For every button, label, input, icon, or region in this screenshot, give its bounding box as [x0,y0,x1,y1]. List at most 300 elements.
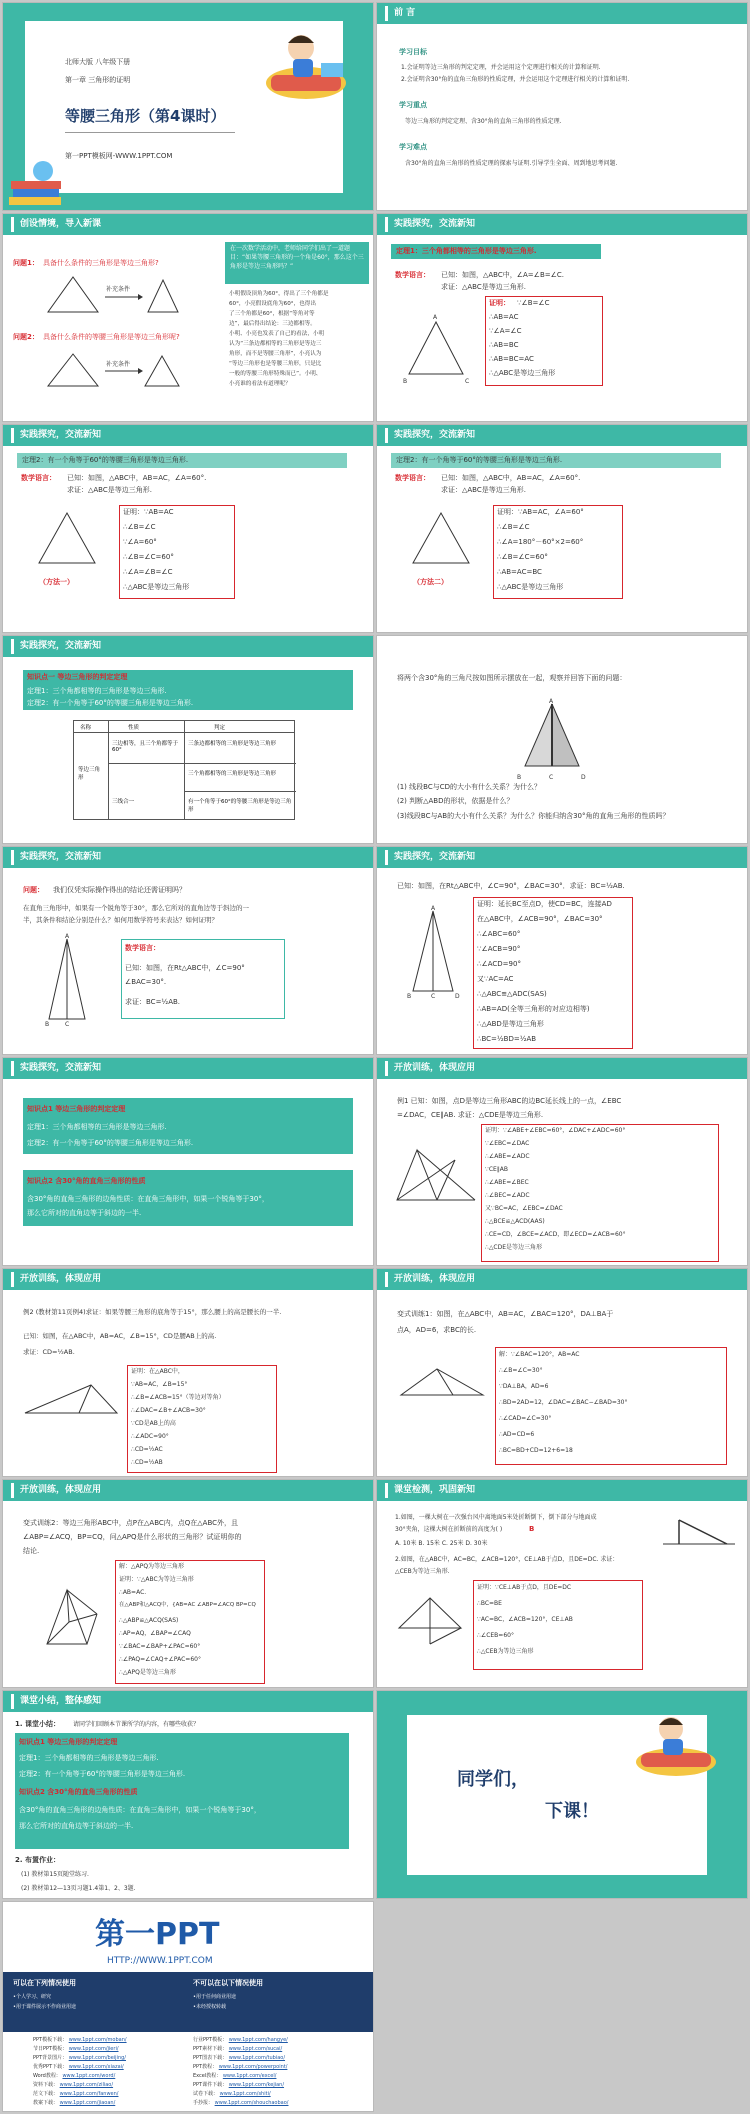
right-triangle-figure [39,931,109,1031]
proof-line: ∴∠B=∠C=60° [123,553,174,561]
variant-line-1: 变式训练2：等边三角形ABC中，点P在△ABC内，点Q在△ABC外，且 [23,1519,239,1527]
ad-link-url[interactable]: www.1ppt.com/jiaoan/ [59,2100,116,2106]
variant-figure [397,1355,487,1405]
proof-line: ∴∠ABC=60° [477,930,521,938]
header-title: 课堂小结，整体感知 [11,1694,107,1709]
story-line: 认为“三条边都相等的三角形是等边三 [229,341,322,347]
proof-line: ∴BC=BD+CD=12+6=18 [499,1447,573,1454]
slide-header [377,1269,747,1290]
variant-line-2: ∠ABP=∠ACQ，BP=CQ，问△APQ是什么形状的三角形？试证明你的 [23,1533,242,1541]
proof-line: ∴CD=½AB [131,1459,163,1466]
set-square-figure [517,698,587,776]
example-line-3: 求证：CD=½AB. [23,1348,75,1356]
end-line-1: 同学们， [457,1769,529,1790]
header-title: 开放训练，体现应用 [11,1272,107,1287]
slide-variant-1[interactable] [376,1268,748,1477]
header-title: 实践探究，交流新知 [385,217,481,232]
proof-line: ∵∠ACB=90° [477,945,521,953]
ad-link-label: PPT模板下载： [33,2037,68,2043]
ad-link-url[interactable]: www.1ppt.com/xiazai/ [68,2064,124,2070]
slide-summary[interactable] [2,1690,374,1899]
triangle-figure [33,503,103,573]
proof-line: ∴AB=AC. [119,1589,147,1596]
ad-right-item: •未经授权转载 [193,2004,226,2010]
ad-link-label: Word教程： [33,2073,61,2079]
header-title: 开放训练，体现应用 [11,1483,107,1498]
slide-example-2[interactable] [2,1268,374,1477]
homework-1: (1) 教材第15页随堂练习. [21,1871,89,1878]
ad-link[interactable] [193,2063,287,2071]
proof-line: ∵∠EBC=∠DAC [485,1140,530,1147]
summary-prompt: 请同学们回顾本节课所学的内容，有哪些收获？ [73,1721,200,1728]
vertex-c: C [431,993,436,1000]
ad-link[interactable] [33,2054,126,2062]
ad-link[interactable] [33,2063,124,2071]
ad-link[interactable] [193,2054,285,2062]
slide-header [3,1269,373,1290]
table-cell: 三条边都相等的三角形是等边三角形 [188,741,277,747]
slide-example-1[interactable] [376,1057,748,1266]
para-1: 在直角三角形中，如果有一个锐角等于30°，那么它所对的直角边等于斜边的一 [23,904,250,912]
ad-link-url[interactable]: www.1ppt.com/shouchaobao/ [214,2100,289,2106]
slide-class-test[interactable] [376,1479,748,1688]
proof-line: ∴BC=BE [477,1600,502,1607]
ad-link-url[interactable]: www.1ppt.com/tubiao/ [228,2055,286,2061]
proof-line: ∴△ABC是等边三角形 [497,583,564,591]
variant-figure [43,1584,103,1654]
slide-theorem-2-method-2[interactable] [376,424,748,633]
table-cell: 有一个角等于60°的等腰三角形是等边三角形 [188,799,292,813]
ruler-q1: (1) 线段BC与CD的大小有什么关系？为什么？ [397,783,541,791]
table-cell: 三线合一 [112,799,135,805]
k1-t1: 定理1：三个角都相等的三角形是等边三角形. [27,1123,167,1131]
proof-line: ∵AB=AC，∠B=15° [131,1381,188,1388]
lang-given: 已知：如图，△ABC中，∠A=∠B=∠C. [441,271,564,279]
slide-knowledge-summary[interactable] [2,1057,374,1266]
goal-2: 2.会证明含30°角的直角三角形的性质定理，并会运用这个定理进行相关的计算和证明. [401,76,630,83]
k2-text-2: 那么它所对的直角边等于斜边的一半. [19,1822,134,1830]
k1-t2: 定理2：有一个角等于60°的等腰三角形是等边三角形. [19,1770,186,1778]
ad-right-title: 不可以在以下情况使用 [193,1979,263,1987]
proof-line: ∵∠BAC=∠BAP+∠PAC=60° [119,1643,201,1650]
homework-label: 2. 布置作业： [15,1856,60,1864]
example-figure [21,1373,121,1423]
cover-boy-illustration [251,23,361,113]
slide-header [377,214,747,235]
row-line [108,763,296,764]
proof-line: 证明：∵CE⊥AB于点D，且DE=DC [477,1584,572,1591]
test-q1-options: A. 10米 B. 15米 C. 25米 D. 30米 [395,1540,488,1547]
story-line: 了三个角都是60°，根据“等角对等 [229,311,315,317]
story-line: 小明、小亮也发表了自己的看法，小明 [229,331,325,337]
slide-knowledge-table[interactable] [2,635,374,844]
q1-label: 问题1： [13,259,39,267]
ad-link-label: 优秀PPT下载： [33,2064,68,2070]
slide-header [3,847,373,868]
theorem-band [391,244,601,259]
proof-line: ∵∠B=∠C [517,299,550,307]
ad-link[interactable] [33,2072,115,2080]
lang-given: 已知：如图，在Rt△ABC中，∠C=90° [125,964,245,972]
method-label: （方法二） [413,578,448,586]
proof-line: ∴CE=CD，∠BCE=∠ACD，即∠ECD=∠ACB=60° [485,1231,626,1238]
proof-line: 证明：∵△ABC为等边三角形 [119,1576,194,1583]
header-title: 实践探究，交流新知 [11,850,107,865]
example-line-1: 例2 (教材第11页例4)求证：如果等腰三角形的底角等于15°，那么腰上的高是腰长的一半. [23,1308,282,1316]
k2-title: 知识点2 含30°角的直角三角形的性质 [19,1788,138,1796]
slide-30deg-question[interactable] [2,846,374,1055]
ad-link-url[interactable]: www.1ppt.com/hangye/ [228,2037,288,2043]
k1-t2: 定理2：有一个角等于60°的等腰三角形是等边三角形. [27,1139,194,1147]
proof-line: ∴AB=AC [489,313,519,321]
proof-line: ∴∠B=∠ACB=15°（等边对等角） [131,1394,225,1401]
q-label: 问题： [23,886,44,894]
slide-preface[interactable] [376,2,748,211]
lang-angle: ∠BAC=30°. [125,978,167,986]
arrow-label-2: 补充条件 [106,361,131,368]
goal-1: 1.会证明等边三角形的判定定理，并会运用这个定理进行相关的计算和证明. [401,64,601,71]
vertex-a: A [433,314,438,321]
ad-link-url[interactable]: www.1ppt.com/shiti/ [219,2091,271,2097]
k2-title: 知识点2 含30°角的直角三角形的性质 [27,1177,146,1185]
proof-line: 证明：延长BC至点D，使CD=BC，连接AD [477,900,612,908]
ad-link-label: 教案下载： [33,2100,59,2106]
theorem-band [391,453,721,468]
end-boy-illustration [621,1707,731,1787]
vertex-b: B [403,378,408,385]
header-title: 实践探究，交流新知 [385,850,481,865]
proof-line: 又∵AC=AC [477,975,514,983]
proof-line: ∴∠B=∠C [497,523,530,531]
ad-link-url[interactable]: www.1ppt.com/ziliao/ [59,2082,114,2088]
proof-line: ∴△BCE≌△ACD(AAS) [485,1218,545,1225]
cover-publisher: 北师大版 八年级下册 [65,58,131,66]
summary-label: 1. 课堂小结： [15,1720,60,1728]
lang-prove: 求证：△ABC是等边三角形. [441,283,526,291]
ad-left-item: •用于课件展示不作商业用途 [13,2004,76,2010]
slide-header [3,1691,373,1712]
ad-link[interactable] [33,2036,127,2044]
proof-line: ∴△CDE是等边三角形 [485,1244,543,1251]
story-line: 边”，最后得出结论：三边都相等。 [229,321,316,327]
k2-text-2: 那么它所对的直角边等于斜边的一半. [27,1209,142,1217]
theorem-text: 定理2：有一个角等于60°的等腰三角形是等边三角形. [396,456,563,464]
slide-30deg-proof[interactable] [376,846,748,1055]
slide-header [3,1480,373,1501]
vertex-c: C [549,774,554,781]
slide-header [377,1058,747,1079]
vertex-d: D [455,993,460,1000]
proof-line: 解：△APQ为等边三角形 [119,1563,185,1570]
story-line: 一般的等腰三角形特殊而已”。小明、 [229,371,322,377]
test-q2-line-2: △CEB为等边三角形. [395,1568,450,1575]
col-line [108,721,109,819]
vertex-c: C [465,378,470,385]
ad-link[interactable] [193,2099,288,2107]
header-title: 课堂检测，巩固新知 [385,1483,481,1498]
ad-link-url[interactable]: www.1ppt.com/word/ [62,2073,116,2079]
proof-line: 在△ABC中，∠ACB=90°，∠BAC=30° [477,915,603,923]
proof-line: ∴∠ABE=∠ADC [485,1153,530,1160]
k1-title: 知识点1 等边三角形的判定定理 [27,1105,126,1113]
variant-line-1: 变式训练1：如图，在△ABC中，AB=AC，∠BAC=120°，DA⊥BA于 [397,1310,614,1318]
test-q2-line-1: 2.如图，在△ABC中，AC=BC，∠ACB=120°，CE⊥AB于点D，且DE=DC. 求证： [395,1556,619,1563]
cover-site: 第一PPT模板网-WWW.1PPT.COM [65,152,173,160]
ad-left-title: 可以在下列情况使用 [13,1979,76,1987]
k1-title: 知识点1 等边三角形的判定定理 [19,1738,118,1746]
proof-line: ∵CE∥AB [485,1166,509,1173]
example-line-2: =∠DAC，CE∥AB. 求证：△CDE是等边三角形. [397,1111,544,1119]
cover-books-illustration [3,153,73,208]
theorem-text: 定理2：有一个角等于60°的等腰三角形是等边三角形. [22,456,189,464]
ad-link[interactable] [193,2072,276,2080]
theorem-band [17,453,347,468]
ad-link-url[interactable]: www.1ppt.com/powerpoint/ [218,2064,288,2070]
proof-line: 证明：在△ABC中， [131,1368,184,1375]
tree-figure [659,1510,739,1550]
story-line: 角形，而不是等腰三角形”，小亮认为 [229,351,322,357]
ad-link-url[interactable]: www.1ppt.com/fanwen/ [59,2091,119,2097]
proof-line: ∵CD是AB上的高 [131,1420,176,1427]
header-title: 前 言 [385,6,421,21]
slide-intro-situation[interactable] [2,213,374,422]
proof-line: ∴∠A=∠B=∠C [123,568,173,576]
triangle-figure [407,503,477,573]
slide-header [3,1058,373,1079]
lang-given: 已知：如图，△ABC中，AB=AC，∠A=60°. [67,474,207,482]
proof-line: ∴∠PAQ=∠CAQ+∠PAC=60° [119,1656,201,1663]
table-cell: 三边相等，且三个角都等于60° [112,741,179,753]
key-text: 等边三角形的判定定理、含30°角的直角三角形的性质定理. [405,118,562,125]
proof-line: ∴∠BEC=∠ADC [485,1192,530,1199]
proof-line: ∴△APQ是等边三角形 [119,1669,176,1676]
proof-label: 证明： [489,299,510,307]
proof-line: ∴△CEB为等边三角形 [477,1648,534,1655]
cover-chapter: 第一章 三角形的证明 [65,76,131,84]
proof-line: ∴BD=2AD=12，∠DAC=∠BAC−∠BAD=30° [499,1399,628,1406]
proof-line: ∵AC=BC，∠ACB=120°，CE⊥AB [477,1616,573,1623]
th-name: 名称 [80,725,92,731]
ad-link[interactable] [193,2090,271,2098]
story-box: 在一次数学活动中，老师给同学们出了一道题目：“如果等腰三角形的一个角是60°，那么这个三角形是等边三角形吗？” [225,242,369,284]
ad-link-url[interactable]: www.1ppt.com/moban/ [68,2037,127,2043]
ad-link-url[interactable]: www.1ppt.com/beijing/ [68,2055,126,2061]
story-line: 小亮谁的看法有道理呢？ [229,381,291,387]
ad-link[interactable] [193,2036,288,2044]
arrow-label-1: 补充条件 [106,286,131,293]
ad-link-label: 试卷下载： [193,2091,219,2097]
ad-left-item: •个人学习、研究 [13,1994,51,2000]
th-judge: 判定 [214,725,226,731]
ad-link[interactable] [33,2045,119,2053]
ad-link-label: 节日PPT模板： [33,2046,68,2052]
proof-line: ∴∠CEB=60° [477,1632,514,1639]
header-title: 实践探究，交流新知 [11,1061,107,1076]
test-figure [395,1588,465,1648]
test-q1-line-1: 1.如图，一棵大树在一次强台风中离地面5米处折断倒下，倒下部分与地面成 [395,1514,597,1521]
vertex-a: A [65,933,70,940]
q-text: 我们仅凭实际操作得出的结论还需证明吗？ [53,886,186,894]
ad-link-url[interactable]: www.1ppt.com/kejian/ [228,2082,285,2088]
lang-prove: 求证：△ABC是等边三角形. [441,486,526,494]
vertex-b: B [45,1021,50,1028]
proof-line: ∴∠ABE=∠BEC [485,1179,529,1186]
header-title: 实践探究，交流新知 [385,428,481,443]
ad-link-label: Excel教程： [193,2073,222,2079]
story-line: 60°，小亮假设底角为60°，也得出 [229,301,316,307]
ad-link[interactable] [33,2099,115,2107]
proof-line: ∴∠B=∠C [123,523,156,531]
proof-line: ∴AB=BC=AC [489,355,534,363]
proof-line: ∴AB=BC [489,341,519,349]
example-figure [391,1140,481,1220]
k2-text-1: 含30°角的直角三角形的边角性质：在直角三角形中，如果一个锐角等于30°， [27,1195,269,1203]
test-q1-line-2: 30°夹角，这棵大树在折断前的高度为( ) [395,1526,503,1533]
variant-line-3: 结论. [23,1547,40,1555]
vertex-a: A [431,905,436,912]
cover-title: 等腰三角形（第4课时） [65,107,226,125]
diff-text: 含30°角的直角三角形的性质定理的探索与证明.引导学生全面、周到地思考问题. [405,160,618,167]
proof-line: ∴AD=CD=6 [499,1431,535,1438]
slide-ad[interactable] [2,1901,374,2112]
theorem-text: 定理1：三个角都相等的三角形是等边三角形. [396,247,537,255]
goal-label: 学习目标 [399,48,427,56]
q1-text: 具备什么条件的三角形是等边三角形? [43,259,159,267]
lang-label: 数学语言： [395,474,430,482]
proof-line: ∴∠ADC=90° [131,1433,169,1440]
proof-line: ∴∠DAC=∠B+∠ACB=30° [131,1407,206,1414]
ad-link-label: PPT素材下载： [193,2046,228,2052]
proof-line: ∴△ABP≌△ACQ(SAS) [119,1617,179,1624]
proof-line: ∴△ABD是等边三角形 [477,1020,544,1028]
ad-url: HTTP://WWW.1PPT.COM [107,1956,213,1966]
ad-link-label: PPT背景图片： [33,2055,68,2061]
proof-line: ∴AB=AD(全等三角形的对应边相等) [477,1005,590,1013]
end-line-2: 下课！ [545,1801,599,1822]
slide-header [377,847,747,868]
ad-link-label: PPT图表下载： [193,2055,228,2061]
lang-label: 数学语言： [125,944,160,952]
proof-line: ∴AB=AC=BC [497,568,542,576]
proof-line: ∴∠ACD=90° [477,960,521,968]
lang-prove: 求证：BC=½AB. [125,998,181,1006]
slide-triangle-ruler-question[interactable] [376,635,748,844]
slide-theorem-1[interactable] [376,213,748,422]
ruler-intro: 将两个含30°角的三角尺按如图所示摆放在一起，观察并回答下面的问题： [397,674,627,682]
vertex-b: B [517,774,522,781]
ad-link-url[interactable]: www.1ppt.com/jieri/ [68,2046,119,2052]
story-line: 小明假设顶角为60°，得出了三个角都是 [229,291,329,297]
proof-line: ∴∠CAD=∠C=30° [499,1415,552,1422]
slide-header [3,636,373,657]
ad-logo: 第一PPT [95,1917,220,1952]
slide-variant-2[interactable] [2,1479,374,1688]
homework-2: (2) 教材第12—13页习题1.4第1、2、3题. [21,1885,136,1892]
header-title: 实践探究，交流新知 [11,639,107,654]
q2-text: 具备什么条件的等腰三角形是等边三角形呢? [43,333,180,341]
ad-link[interactable] [193,2081,284,2089]
proof-line: ∵∠A=60° [123,538,157,546]
slide-theorem-2-method-1[interactable] [2,424,374,633]
slide-end[interactable] [376,1690,748,1899]
proof-line: 证明：∵AB=AC [123,508,174,516]
ad-link-label: 行业PPT模板： [193,2037,228,2043]
proof-line: ∴△ABC≌△ADC(SAS) [477,990,547,998]
slide-cover[interactable] [2,2,374,211]
proof-line: 证明：∵∠ABE+∠EBC=60°，∠DAC+∠ADC=60° [485,1127,626,1134]
proof-line: ∴∠A=180°－60°×2=60° [497,538,584,546]
proof-line: 解：∵∠BAC=120°，AB=AC [499,1351,580,1358]
test-q1-answer: B [529,1525,535,1533]
ad-link-label: 资料下载： [33,2082,59,2088]
vertex-b: B [407,993,412,1000]
ad-link-label: PPT课件下载： [193,2082,228,2088]
proof-line: ∴BC=½BD=½AB [477,1035,537,1043]
ad-link-label: PPT教程： [193,2064,218,2070]
ad-right-item: •用于任何商业用途 [193,1994,236,2000]
ad-link[interactable] [33,2081,113,2089]
k2-text-1: 含30°角的直角三角形的边角性质：在直角三角形中，如果一个锐角等于30°， [19,1806,261,1814]
proof-line: 在△ABP和△ACQ中，{AB=AC ∠ABP=∠ACQ BP=CQ [119,1602,256,1608]
ad-link-label: 手抄报： [193,2100,214,2106]
header-title: 实践探究，交流新知 [11,428,107,443]
proof-line: ∵∠A=∠C [489,327,522,335]
ad-link-url[interactable]: www.1ppt.com/excel/ [222,2073,277,2079]
example-line-1: 例1 已知：如图，点D是等边三角形ABC的边BC延长线上的一点，∠EBC [397,1097,622,1105]
ad-link-label: 范文下载： [33,2091,59,2097]
cover-underline [65,132,235,133]
lang-label: 数学语言： [21,474,56,482]
lang-given: 已知：如图，△ABC中，AB=AC，∠A=60°. [441,474,581,482]
table-name-cell: 等边三角形 [78,767,101,781]
knowledge-title: 知识点一 等边三角形的判定定理 [27,673,128,681]
ruler-q2: (2) 判断△ABD的形状，依据是什么？ [397,797,514,805]
proof-line: ∵DA⊥BA，AD=6 [499,1383,549,1390]
row-line [184,791,296,792]
extended-triangle-figure [403,903,467,1003]
col-line [184,721,185,819]
vertex-d: D [581,774,586,781]
given-text: 已知：如图，在Rt△ABC中，∠C=90°，∠BAC=30°．求证：BC=½AB. [397,882,625,890]
example-line-2: 已知：如图，在△ABC中，AB=AC，∠B=15°，CD是腰AB上的高. [23,1332,217,1340]
header-title: 创设情境，导入新课 [11,217,107,232]
ad-link[interactable] [193,2045,282,2053]
ad-link-url[interactable]: www.1ppt.com/sucai/ [228,2046,283,2052]
slide-header [377,425,747,446]
lang-prove: 求证：△ABC是等边三角形. [67,486,152,494]
method-label: （方法一） [39,578,74,586]
header-title: 开放训练，体现应用 [385,1061,481,1076]
header-title: 开放训练，体现应用 [385,1272,481,1287]
vertex-a: A [549,698,554,705]
proof-line: ∴AP=AQ，∠BAP=∠CAQ [119,1630,191,1637]
property-table [73,720,295,820]
slide-header [3,425,373,446]
slide-header [377,1480,747,1501]
diff-label: 学习难点 [399,143,427,151]
para-2: 半，其条件和结论分别是什么？如何用数学符号来表达？如何证明？ [23,916,218,924]
empty-grid-cell [376,1901,748,2112]
proof-line: ∴∠B=∠C=60° [497,553,548,561]
th-property: 性质 [128,725,140,731]
k1-t1: 定理1：三个角都相等的三角形是等边三角形. [19,1754,159,1762]
q2-label: 问题2： [13,333,39,341]
variant-line-2: 点A，AD=6，求BC的长. [397,1326,477,1334]
proof-line: 证明：∵AB=AC，∠A=60° [497,508,584,516]
ruler-q3: (3)线段BC与AB的大小有什么关系？为什么？你能归纳含30°角的直角三角形的性质吗？ [397,812,670,820]
ad-link[interactable] [33,2090,118,2098]
proof-line: ∴CD=½AC [131,1446,163,1453]
